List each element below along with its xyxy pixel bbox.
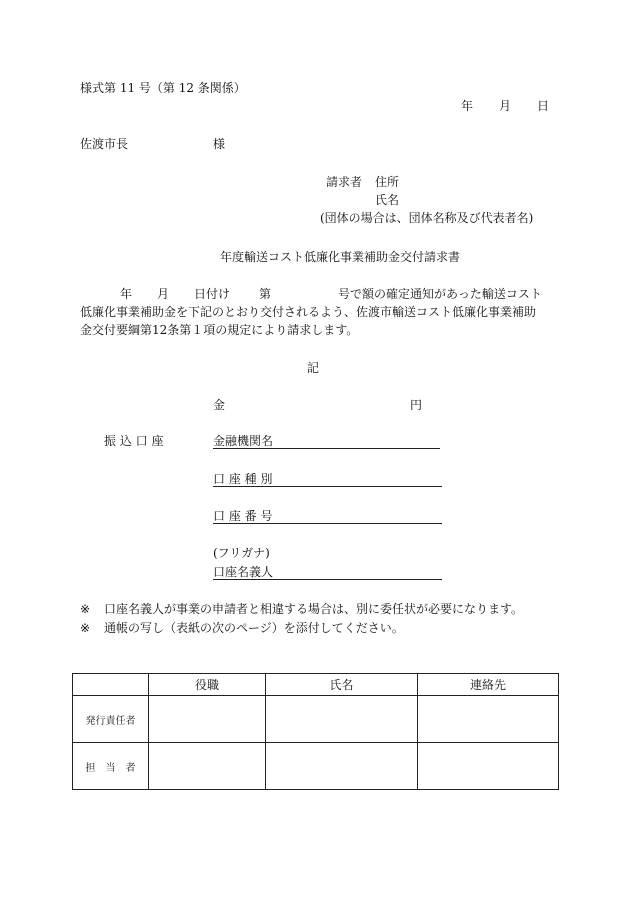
body-line1-text: 号で額の確定通知があった輸送コスト: [338, 287, 542, 301]
date-day-label: 日: [537, 99, 550, 113]
table-header-position: 役職: [149, 674, 266, 696]
table-row: [73, 743, 559, 790]
amount-label: 金: [213, 398, 226, 412]
table-header-name: 氏名: [266, 674, 418, 696]
requester-label: 請求者: [326, 175, 363, 189]
issuer-contact-cell[interactable]: [418, 696, 559, 743]
note-text: 通帳の写し（表紙の次のページ）を添付してください。: [104, 621, 404, 635]
bank-name-line: [213, 448, 440, 449]
account-holder-label: 口座名義人: [213, 565, 274, 579]
person-in-charge-contact-cell[interactable]: [418, 743, 559, 790]
row-label-issuer: 発行責任者: [73, 696, 149, 743]
issuer-name-cell[interactable]: [266, 696, 418, 743]
furigana-label: (フリガナ): [213, 546, 270, 560]
requester-address-label: 住所: [375, 175, 400, 189]
ki-heading: 記: [307, 361, 320, 375]
account-type-label: 口 座 種 別: [213, 472, 273, 486]
body-number-prefix: 第: [259, 287, 272, 301]
body-line2: 低廉化事業補助金を下記のとおり交付されるよう、佐渡市輸送コスト低廉化事業補助: [80, 305, 537, 319]
amount-unit: 円: [410, 398, 423, 412]
form-number: 様式第 11 号（第 12 条関係）: [80, 81, 246, 95]
account-number-line: [213, 523, 442, 524]
row-label-person-in-charge: 担 当 者: [73, 743, 149, 790]
note-mark: ※: [80, 602, 91, 616]
account-number-label: 口 座 番 号: [213, 509, 273, 523]
requester-name-label: 氏名: [375, 193, 400, 207]
table-header-row: [73, 674, 559, 696]
body-month: 月: [157, 287, 170, 301]
addressee-honorific: 様: [213, 137, 226, 151]
person-in-charge-name-cell[interactable]: [266, 743, 418, 790]
table-row: [73, 696, 559, 743]
transfer-account-label: 振 込 口 座: [104, 434, 164, 448]
bank-name-label: 金融機関名: [213, 434, 274, 448]
body-line3: 金交付要綱第12条第１項の規定により請求します。: [80, 323, 359, 337]
note-mark: ※: [80, 621, 91, 635]
person-in-charge-position-cell[interactable]: [149, 743, 266, 790]
responsibility-table: [72, 673, 559, 790]
date-month-label: 月: [499, 99, 512, 113]
account-holder-line: [213, 579, 442, 580]
date-year-label: 年: [461, 99, 474, 113]
table-header-blank: [73, 674, 149, 696]
document-title: 年度輸送コスト低廉化事業補助金交付請求書: [220, 250, 461, 264]
table-header-contact: 連絡先: [418, 674, 559, 696]
account-type-line: [213, 486, 442, 487]
requester-note: (団体の場合は、団体名称及び代表者名): [320, 211, 534, 225]
body-year: 年: [120, 287, 133, 301]
addressee-name: 佐渡市長: [80, 137, 129, 151]
body-date-attached: 日付け: [194, 287, 231, 301]
issuer-position-cell[interactable]: [149, 696, 266, 743]
note-text: 口座名義人が事業の申請者と相違する場合は、別に委任状が必要になります。: [104, 602, 524, 616]
